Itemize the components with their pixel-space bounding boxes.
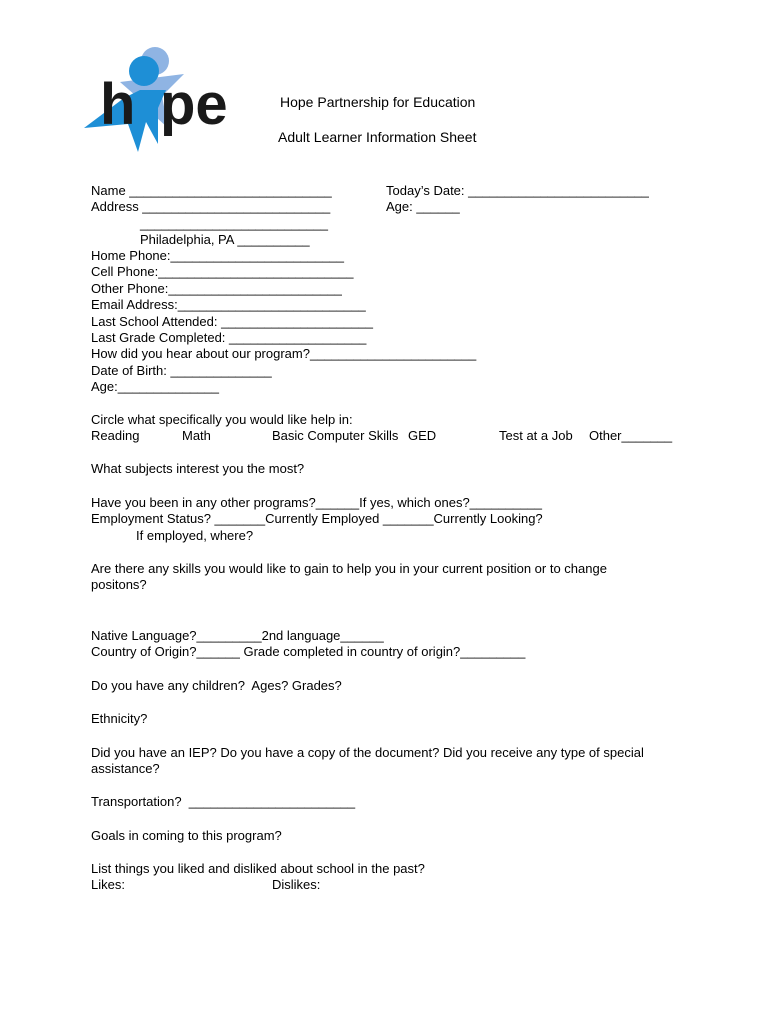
language-field[interactable]: Native Language?_________2nd language______ bbox=[91, 628, 384, 643]
age-field-right[interactable]: Age: ______ bbox=[386, 199, 460, 214]
name-field[interactable]: Name ____________________________ bbox=[91, 183, 332, 198]
employed-where-question: If employed, where? bbox=[136, 528, 254, 543]
logo-text-pe: pe bbox=[160, 72, 228, 137]
email-field[interactable]: Email Address:__________________________ bbox=[91, 297, 366, 312]
iep-question-line1: Did you have an IEP? Do you have a copy of the document? Did you receive any type of special bbox=[91, 745, 644, 760]
cell-phone-field[interactable]: Cell Phone:___________________________ bbox=[91, 264, 354, 279]
help-option-test-job[interactable]: Test at a Job bbox=[499, 428, 573, 443]
children-question: Do you have any children? Ages? Grades? bbox=[91, 678, 342, 693]
hear-about-field[interactable]: How did you hear about our program?_______________________ bbox=[91, 346, 477, 361]
iep-question-line2: assistance? bbox=[91, 761, 160, 776]
transportation-field[interactable]: Transportation? _______________________ bbox=[91, 794, 356, 809]
age-field[interactable]: Age:______________ bbox=[91, 379, 219, 394]
country-field[interactable]: Country of Origin?______ Grade completed in country of origin?_________ bbox=[91, 644, 526, 659]
hope-logo bbox=[80, 44, 245, 156]
employment-question[interactable]: Employment Status? _______Currently Employed _______Currently Looking? bbox=[91, 511, 543, 526]
programs-question[interactable]: Have you been in any other programs?______If yes, which ones?__________ bbox=[91, 495, 542, 510]
address-line2-field[interactable]: __________________________ bbox=[140, 216, 328, 231]
help-option-ged[interactable]: GED bbox=[408, 428, 437, 443]
last-grade-field[interactable]: Last Grade Completed: ___________________ bbox=[91, 330, 367, 345]
form-title: Adult Learner Information Sheet bbox=[278, 129, 477, 145]
help-question: Circle what specifically you would like help in: bbox=[91, 412, 353, 427]
dislikes-label: Dislikes: bbox=[272, 877, 321, 892]
last-school-field[interactable]: Last School Attended: _____________________ bbox=[91, 314, 373, 329]
city-field[interactable]: Philadelphia, PA __________ bbox=[140, 232, 310, 247]
todays-date-field[interactable]: Today’s Date: _________________________ bbox=[386, 183, 649, 198]
goals-question: Goals in coming to this program? bbox=[91, 828, 282, 843]
skills-question-line2: positons? bbox=[91, 577, 147, 592]
help-option-math[interactable]: Math bbox=[182, 428, 211, 443]
address-field[interactable]: Address __________________________ bbox=[91, 199, 331, 214]
likes-question: List things you liked and disliked about school in the past? bbox=[91, 861, 425, 876]
dob-field[interactable]: Date of Birth: ______________ bbox=[91, 363, 272, 378]
help-option-other[interactable]: Other_______ bbox=[589, 428, 673, 443]
help-option-computer[interactable]: Basic Computer Skills bbox=[272, 428, 399, 443]
logo-text-h: h bbox=[100, 72, 136, 137]
help-option-reading[interactable]: Reading bbox=[91, 428, 140, 443]
ethnicity-question: Ethnicity? bbox=[91, 711, 148, 726]
likes-label: Likes: bbox=[91, 877, 125, 892]
home-phone-field[interactable]: Home Phone:________________________ bbox=[91, 248, 345, 263]
org-name: Hope Partnership for Education bbox=[280, 94, 476, 110]
subjects-question: What subjects interest you the most? bbox=[91, 461, 305, 476]
skills-question-line1: Are there any skills you would like to gain to help you in your current position or to change bbox=[91, 561, 607, 576]
other-phone-field[interactable]: Other Phone:________________________ bbox=[91, 281, 342, 296]
